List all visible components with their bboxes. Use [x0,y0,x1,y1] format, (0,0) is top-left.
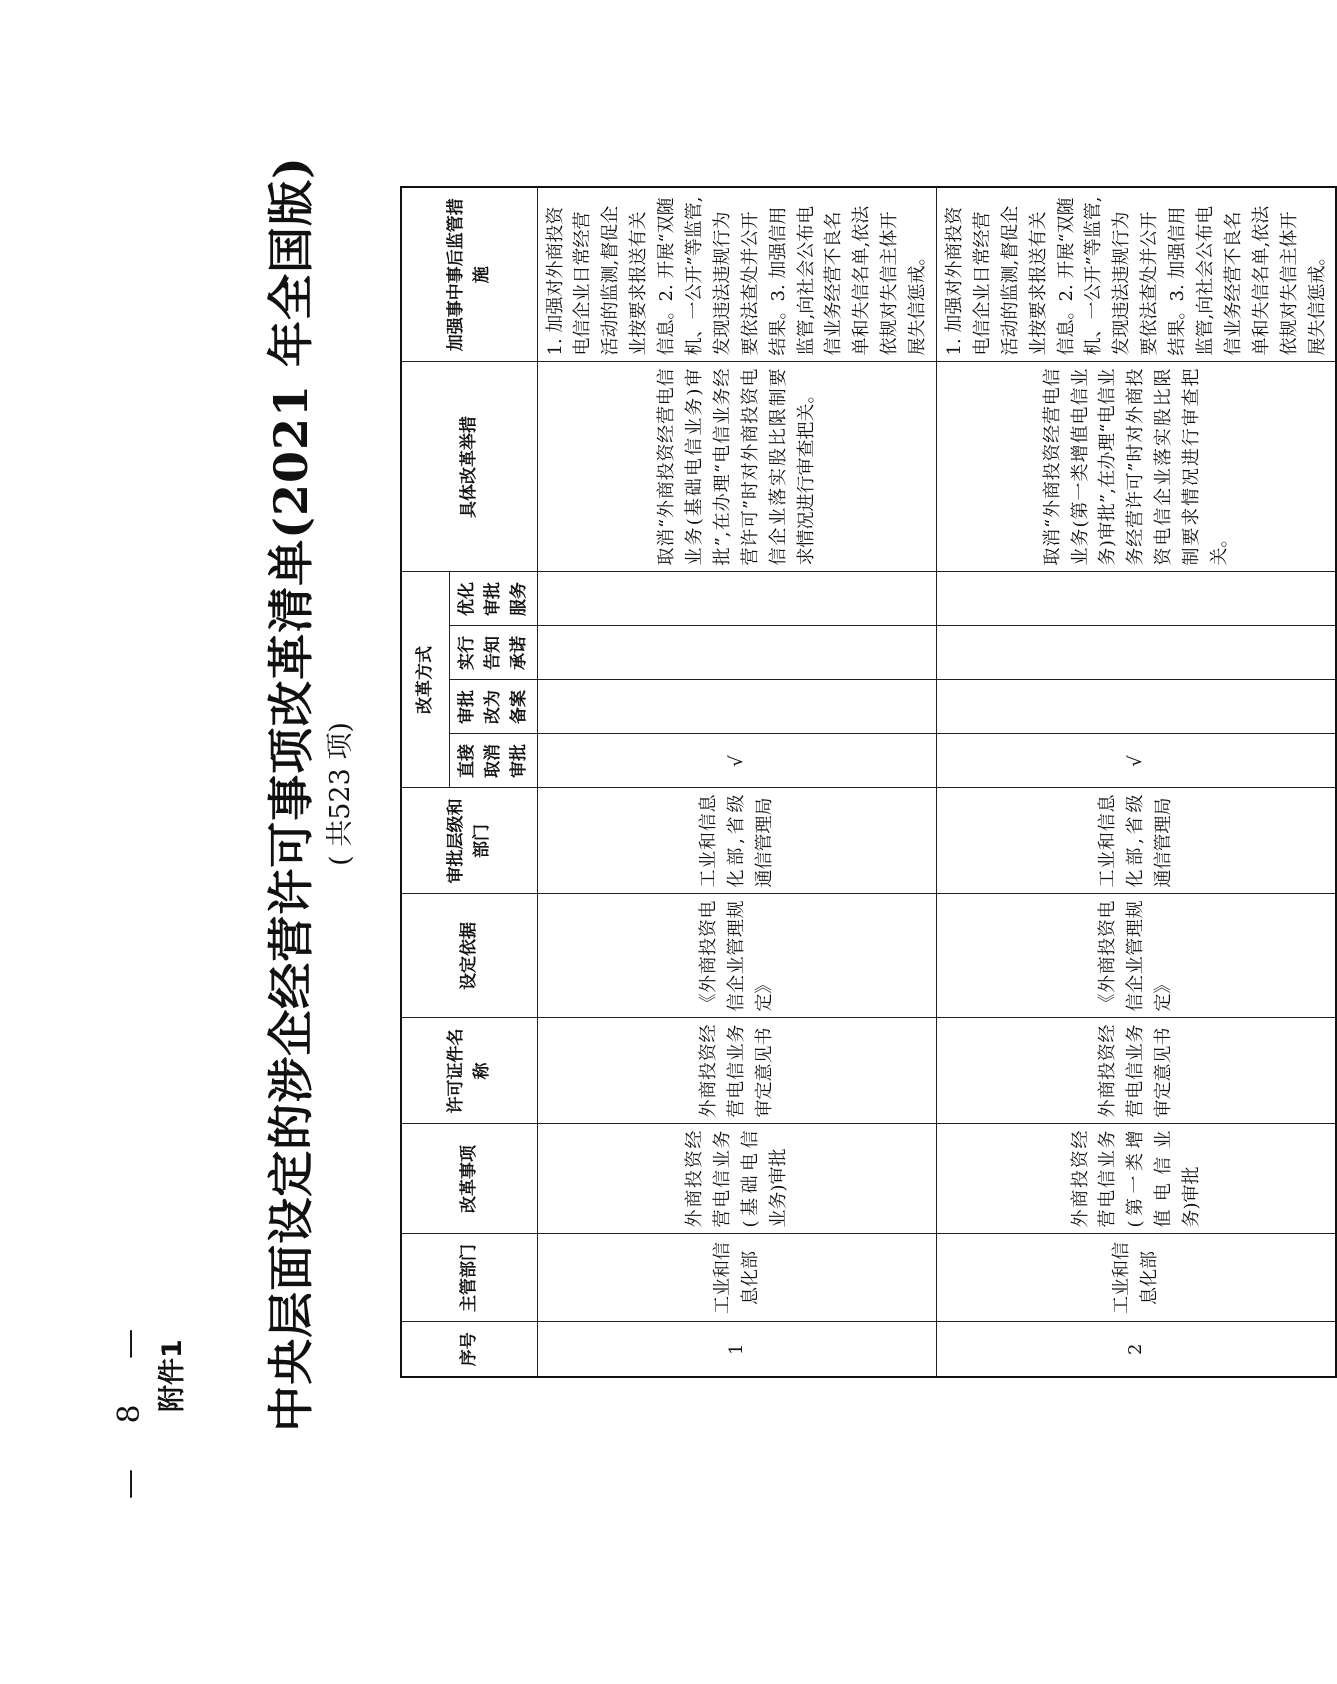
header-license: 许可证件名称 [401,1018,537,1124]
cell-mode-optimize [937,572,1337,626]
cell-license: 外商投资经营电信业务审定意见书 [537,1018,936,1124]
header-supervision: 加强事中事后监管措施 [401,187,537,362]
header-level: 审批层级和部门 [401,788,537,894]
header-mode-filing: 审批改为备案 [449,680,537,734]
cell-measures: 取消“外商投资经营电信业务(第一类增值电信业务)审批”,在办理“电信业务经营许可”时对外商投资电信企业落实股比限制要求情况进行审查把关。 [937,362,1337,572]
cell-measures: 取消“外商投资经营电信业务(基础电信业务)审批”,在办理“电信业务经营许可”时对外商投资电信企业落实股比限制要求情况进行审查把关。 [537,362,936,572]
header-mode-optimize: 优化审批服务 [449,572,537,626]
cell-level: 工业和信息化部,省级通信管理局 [537,788,936,894]
page-number: — 8 — [112,1310,147,1499]
header-measures: 具体改革举措 [401,362,537,572]
cell-mode-notice [537,626,936,680]
cell-mode-cancel: √ [937,734,1337,788]
header-item: 改革事项 [401,1124,537,1234]
cell-dept: 工业和信息化部 [937,1234,1337,1322]
header-reform-mode: 改革方式 [401,572,449,788]
table-row [937,187,1337,1377]
cell-basis: 《外商投资电信企业管理规定》 [537,894,936,1018]
header-mode-cancel: 直接取消审批 [449,734,537,788]
header-mode-notice: 实行告知承诺 [449,626,537,680]
cell-mode-optimize [537,572,936,626]
cell-mode-notice [937,626,1337,680]
cell-level: 工业和信息化部,省级通信管理局 [937,788,1337,894]
attachment-label: 附件1 [157,1339,188,1412]
cell-seq: 2 [937,1322,1337,1377]
reform-table [400,186,1337,1378]
header-seq: 序号 [401,1322,537,1377]
header-dept: 主管部门 [401,1234,537,1322]
cell-license: 外商投资经营电信业务审定意见书 [937,1018,1337,1124]
cell-mode-filing [937,680,1337,734]
cell-item: 外商投资经营电信业务(第一类增值电信业务)审批 [937,1124,1337,1234]
header-basis: 设定依据 [401,894,537,1018]
table-header-row [401,187,449,1377]
cell-basis: 《外商投资电信企业管理规定》 [937,894,1337,1018]
cell-seq: 1 [537,1322,936,1377]
document-title: 中央层面设定的涉企经营许可事项改革清单(2021 年全国版) [264,156,318,1432]
document-subtitle: ( 共523 项) [325,722,356,866]
cell-mode-filing [537,680,936,734]
cell-dept: 工业和信息化部 [537,1234,936,1322]
cell-item: 外商投资经营电信业务(基础电信业务)审批 [537,1124,936,1234]
cell-supervision: 1. 加强对外商投资电信企业日常经营活动的监测,督促企业按要求报送有关信息。2. 开展“双随机、一公开”等监管,发现违法违规行为要依法查处并公开结果。3. 加强信用监管,向社会公布电信业务经营不良名单和失信名单,依法依规对失信主体开展失信惩戒。 [937,187,1337,362]
cell-mode-cancel: √ [537,734,936,788]
table-row [537,187,936,1377]
cell-supervision: 1. 加强对外商投资电信企业日常经营活动的监测,督促企业按要求报送有关信息。2. 开展“双随机、一公开”等监管,发现违法违规行为要依法查处并公开结果。3. 加强信用监管,向社会公布电信业务经营不良名单和失信名单,依法依规对失信主体开展失信惩戒。 [537,187,936,362]
